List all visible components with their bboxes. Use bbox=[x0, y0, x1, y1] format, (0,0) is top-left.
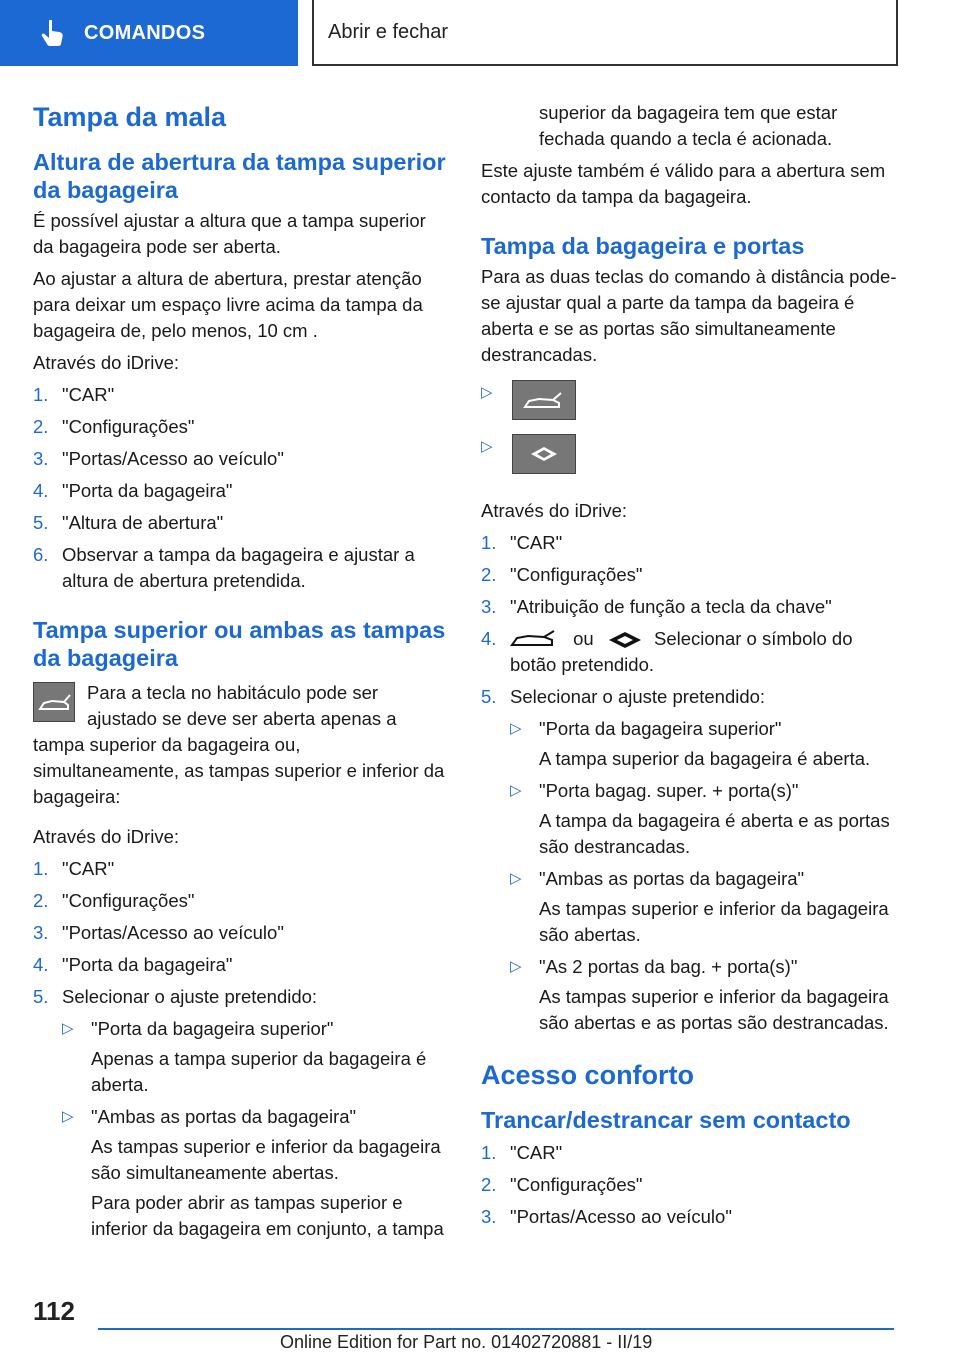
right-column bbox=[481, 100, 901, 1236]
steps-list bbox=[33, 382, 451, 594]
paragraph: Através do iDrive: bbox=[481, 500, 627, 521]
list-item: 5. Selecionar o ajuste pretendido: ▷ "Porta da bagageira superior" Apenas a tampa superior da bagageira é aberta. ▷ "Ambas as portas da bagageira" As tampas superior e inferior da bagageira são simultaneamente abertas. Para poder abrir as tampas superior e inferior da bagageira em conjunto, a tampa bbox=[33, 984, 451, 1242]
triangle-bullet-icon: ▷ bbox=[481, 438, 493, 455]
paragraph: Para a tecla no habitáculo pode ser ajustado se deve ser aberta apenas a tampa superior da bagageira ou, simultaneamente, as tampas superior e inferior da bagageira: bbox=[33, 682, 445, 807]
chapter-title: Abrir e fechar bbox=[328, 20, 449, 43]
list-item: 3. "Portas/Acesso ao veículo" bbox=[481, 1206, 732, 1227]
list-item: 4. ou Selecionar o símbolo do botão pretendido. bbox=[481, 628, 853, 675]
steps-list bbox=[481, 1140, 901, 1230]
list-item: 3. "Portas/Acesso ao veículo" bbox=[33, 922, 284, 943]
triangle-bullet-icon: ▷ bbox=[62, 1108, 74, 1125]
paragraph-continued: superior da bagageira tem que estar fechada quando a tecla é acionada. bbox=[539, 102, 838, 149]
list-item: 5. "Altura de abertura" bbox=[33, 512, 224, 533]
triangle-bullet-icon: ▷ bbox=[62, 1020, 74, 1037]
option-item: ▷ "As 2 portas da bag. + porta(s)" As tampas superior e inferior da bagageira são abertas e as portas são destrancadas. bbox=[510, 956, 889, 1033]
paragraph: Este ajuste também é válido para a abertura sem contacto da tampa da bagageira. bbox=[481, 160, 886, 207]
list-item: 1. "CAR" bbox=[481, 532, 563, 553]
option-item: ▷ "Porta bagag. super. + porta(s)" A tampa da bagageira é aberta e as portas são destrancadas. bbox=[510, 780, 890, 857]
list-item: 2. "Configurações" bbox=[33, 416, 195, 437]
triangle-bullet-icon: ▷ bbox=[510, 782, 522, 799]
section-title: Tampa da mala bbox=[33, 102, 227, 132]
diamond-key-icon bbox=[512, 434, 576, 474]
triangle-bullet-icon: ▷ bbox=[510, 958, 522, 975]
list-item: 3. "Atribuição de função a tecla da chave" bbox=[481, 596, 832, 617]
section-title-comfort-access: Acesso conforto bbox=[481, 1060, 695, 1090]
button-option-2 bbox=[481, 434, 901, 476]
subsection-heading-opening-height: Altura de abertura da tampa superior da bagageira bbox=[33, 149, 446, 203]
car-trunk-icon bbox=[510, 629, 560, 651]
option-item: ▷ "Porta da bagageira superior" A tampa superior da bagageira é aberta. bbox=[510, 718, 871, 769]
option-item: ▷ "Ambas as portas da bagageira" As tampas superior e inferior da bagageira são simultaneamente abertas. Para poder abrir as tampas superior e inferior da bagageira em conjunto, a tampa bbox=[62, 1106, 444, 1239]
triangle-bullet-icon: ▷ bbox=[510, 720, 522, 737]
footer-divider bbox=[98, 1328, 894, 1330]
section-tab bbox=[0, 0, 298, 66]
list-item: 1. "CAR" bbox=[33, 858, 115, 879]
paragraph: Através do iDrive: bbox=[33, 352, 179, 373]
car-trunk-icon bbox=[512, 380, 576, 420]
subsection-heading-contactless: Trancar/destrancar sem contacto bbox=[481, 1107, 851, 1133]
car-trunk-icon bbox=[33, 682, 75, 722]
chapter-header bbox=[312, 0, 898, 66]
list-item: 2. "Configurações" bbox=[481, 564, 643, 585]
edition-note: Online Edition for Part no. 01402720881 - II/19 bbox=[280, 1332, 653, 1352]
option-item: ▷ "Ambas as portas da bagageira" As tampas superior e inferior da bagageira são abertas. bbox=[510, 868, 889, 945]
paragraph: É possível ajustar a altura que a tampa superior da bagageira pode ser aberta. bbox=[33, 210, 426, 257]
button-option-1 bbox=[481, 380, 901, 422]
list-item: 1. "CAR" bbox=[481, 1142, 563, 1163]
paragraph: Para as duas teclas do comando à distância pode-se ajustar qual a parte da tampa da bageira é aberta e se as portas são simultaneamente destrancadas. bbox=[481, 266, 897, 365]
page-number: 112 bbox=[33, 1296, 75, 1326]
subsection-heading-upper-or-both: Tampa superior ou ambas as tampas da bagageira bbox=[33, 617, 446, 671]
list-item: 3. "Portas/Acesso ao veículo" bbox=[33, 448, 284, 469]
list-item: 1. "CAR" bbox=[33, 384, 115, 405]
triangle-bullet-icon: ▷ bbox=[481, 384, 493, 401]
paragraph: Através do iDrive: bbox=[33, 826, 179, 847]
options-list bbox=[510, 716, 901, 1036]
diamond-key-icon bbox=[607, 631, 643, 649]
list-item: 4. "Porta da bagageira" bbox=[33, 954, 233, 975]
triangle-bullet-icon: ▷ bbox=[510, 870, 522, 887]
options-list bbox=[62, 1016, 451, 1242]
list-item: 6. Observar a tampa da bagageira e ajustar a altura de abertura pretendida. bbox=[33, 544, 415, 591]
steps-list bbox=[481, 530, 901, 1036]
subsection-heading-trunk-and-doors: Tampa da bagageira e portas bbox=[481, 233, 805, 259]
paragraph: Ao ajustar a altura de abertura, prestar atenção para deixar um espaço livre acima da tampa da bagageira de, pelo menos, 10 cm . bbox=[33, 268, 423, 341]
list-item: 4. "Porta da bagageira" bbox=[33, 480, 233, 501]
section-label: COMANDOS bbox=[84, 21, 206, 44]
steps-list bbox=[33, 856, 451, 1242]
list-item: 2. "Configurações" bbox=[33, 890, 195, 911]
list-item: 5. Selecionar o ajuste pretendido: ▷ "Porta da bagageira superior" A tampa superior da bagageira é aberta. ▷ "Porta bagag. super. + porta(s)" A tampa da bagageira é aberta e as portas são destrancadas. ▷ "Ambas as portas da bagageira" As tampas superior e inferior da bagageira são abertas. ▷ "As 2 portas da bag. + porta(s)" As tampas superior e inferior da bagageira são abertas e as portas são destrancadas. bbox=[481, 684, 901, 1036]
option-item: ▷ "Porta da bagageira superior" Apenas a tampa superior da bagageira é aberta. bbox=[62, 1018, 427, 1095]
left-column bbox=[33, 100, 451, 1248]
hand-pointer-icon bbox=[38, 18, 68, 48]
list-item: 2. "Configurações" bbox=[481, 1174, 643, 1195]
